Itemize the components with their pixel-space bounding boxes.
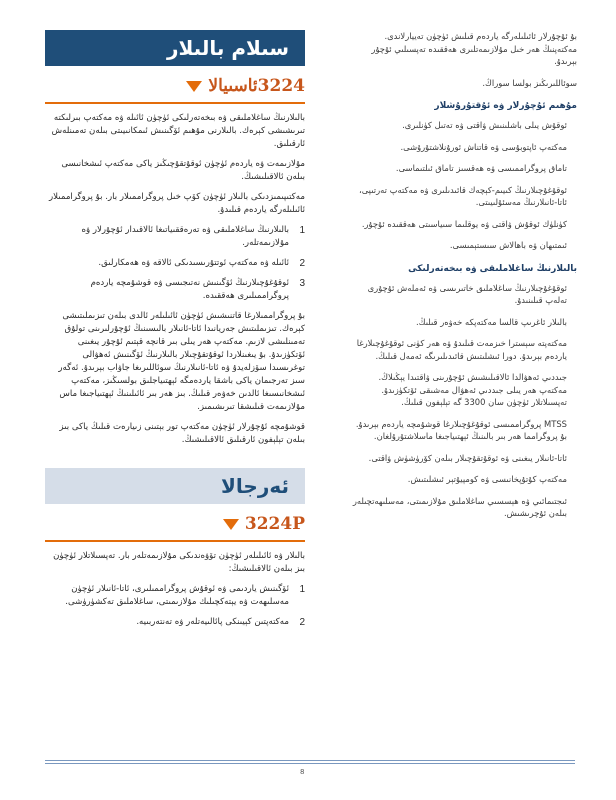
section-code: 3224P [244, 514, 305, 534]
section-heading: مۇھىم ئۇچۇرلار ۋە ئۇقتۇرۇشلار [434, 101, 577, 111]
list-paragraph: ئوقۇش يىلى باشلىنىش ۋاقتى ۋە تەتىل كۈنلىرى. [402, 120, 567, 130]
item-number: 2 [299, 617, 305, 628]
numbered-item [45, 583, 305, 609]
left-column [45, 30, 305, 636]
section-heading: بالىلارنىڭ ساغلاملىقى ۋە بىخەتەرلىكى [408, 263, 577, 274]
numbered-item [45, 616, 305, 629]
orange-divider [45, 540, 305, 542]
item-text: مەكتەپتىن كېيىنكى پائالىيەتلەر ۋە تەنتەربىيە. [136, 617, 289, 627]
orange-divider [45, 102, 305, 104]
item-number: 3 [299, 278, 305, 289]
list-paragraph: كۈنلۈك ئوقۇش ۋاقتى ۋە يوقلىما سىياسىتى ھەققىدە ئۇچۇر. [361, 218, 567, 229]
footer-divider [45, 760, 575, 761]
list-paragraph: مەكتەپ كۇتۇپخانىسى ۋە كومپيۇتېر ئىشلىتىش. [407, 474, 567, 484]
section-code-row [45, 74, 305, 98]
right-column [352, 30, 577, 529]
list-paragraph: ئاتا-ئانىلار يىغىنى ۋە ئوقۇتقۇچىلار بىلەن كۆرۈشۈش ۋاقتى. [368, 452, 567, 463]
footer-divider [45, 763, 575, 764]
paragraph: بۇ ئۇچۇرلار ئائىلىلەرگە ياردەم قىلىش ئۈچۈن تەييارلاندى. مەكتەپنىڭ ھەر خىل مۇلازىمەتلىرى ھەققىدە تەپسىلىي ئۇچۇر بېرىدۇ. [371, 31, 577, 66]
paragraph: بالىلارنىڭ ساغلاملىقى ۋە بىخەتەرلىكى ئۈچۈن ئائىلە ۋە مەكتەپ بىرلىكتە تىرىشىشى كېرەك. بالىلارنى مۇھىم ئۆگىنىش ئىمكانىيىتى بىلەن تەمىنلەش ئارقىلىق. [51, 113, 305, 149]
numbered-item [45, 257, 305, 270]
numbered-item [45, 277, 305, 303]
list-paragraph: مەكتەپ ئاپتوبۇسى ۋە قاتناش ئورۇنلاشتۇرۇشى. [400, 141, 567, 152]
item-number: 1 [299, 225, 305, 236]
paragraph: مەكتىپىمىزدىكى بالىلار ئۈچۈن كۆپ خىل پروگراممىلار بار. بۇ پروگراممىلار ئائىلىلەرگە ياردەم قىلىدۇ. [48, 192, 305, 215]
note: سوئاللىرىڭىز بولسا سوراڭ. [482, 77, 577, 88]
list-paragraph: MTSS پروگراممىسى ئوقۇغۇچىلارغا قوشۇمچە ياردەم بېرىدۇ. بۇ پروگرامما ھەر بىر بالىنىڭ ئېھتىياجىغا ماسلاشتۇرۇلغان. [355, 418, 567, 441]
list-paragraph: جىددىي ئەھۋالدا ئالاقىلىشىش ئۇچۇرىنى ۋاقتىدا يېڭىلاڭ. مەكتەپ ھەر يىلى جىددىي ئەھۋال مەشىقى ئۆتكۈزىدۇ. تەپسىلاتلار ئۈچۈن سان 3300 گە تېلېفون قىلىڭ. [378, 372, 567, 407]
closing-paragraph: قوشۇمچە ئۇچۇرلار ئۈچۈن مەكتەپ تور بېتىنى زىيارەت قىلىڭ ياكى بىز بىلەن تېلېفون ئارقىلىق ئالاقىلىشىڭ. [59, 422, 305, 445]
triangle-down-icon [186, 81, 202, 92]
section-header-band: ئەرجاﻻ [45, 468, 305, 504]
section-code: 3224ئاسىيالا [208, 76, 305, 96]
list-paragraph: ئىجتىمائىي ۋە ھېسسىي ساغلاملىق مۇلازىمىتى، مەسلىھەتچىلەر بىلەن ئۇچرىشىش. [352, 495, 567, 518]
triangle-down-icon [223, 519, 239, 530]
item-text: ئائىلە ۋە مەكتەپ ئوتتۇرىسىدىكى ئالاقە ۋە ھەمكارلىق. [98, 258, 289, 268]
item-text: بالىلارنىڭ ساغلاملىقى ۋە تەرەققىياتىغا ئالاقىدار ئۇچۇرلار ۋە مۇلازىمەتلەر. [81, 225, 289, 248]
list-paragraph: بالىلار ئاغرىپ قالسا مەكتەپكە خەۋەر قىلىڭ. [415, 316, 567, 327]
list-paragraph: تاماق پروگراممىسى ۋە ھەقسىز تاماق ئىلتىماسى. [395, 163, 567, 173]
paragraph: بالىلار ۋە ئائىلىلەر ئۈچۈن تۆۋەندىكى مۇلازىمەتلەر بار. تەپسىلاتلار ئۈچۈن بىز بىلەن ئالاقىلىشىڭ: [53, 551, 305, 574]
list-paragraph: ئوقۇغۇچىلارنىڭ كىيىم-كېچەك قائىدىلىرى ۋە مەكتەپ تەرتىپى، ئاتا-ئانىلارنىڭ مەسئۇلىيىتى. [359, 184, 567, 207]
list-paragraph: ئىمتىھان ۋە باھالاش سىستېمىسى. [449, 240, 567, 250]
item-text: ئۆگىنىش ياردىمى ۋە ئوقۇش پروگراممىلىرى، ئاتا-ئانىلار ئۈچۈن مەسلىھەت ۋە يېتەكچىلىك مۇلازىمىتى، ساغلاملىق تەكشۈرۈشى. [65, 584, 289, 607]
list-paragraph: مەكتەپتە سېسترا خىزمەت قىلىدۇ ۋە ھەر كۈنى ئوقۇغۇچىلارغا ياردەم بېرىدۇ. دورا ئىشلىتىش قائىدىلىرىگە ئەمەل قىلىڭ. [356, 338, 567, 361]
section-code-row [45, 512, 305, 536]
item-number: 2 [299, 258, 305, 269]
section-header-band: سىلام بالىلار [45, 30, 305, 66]
item-number: 1 [299, 584, 305, 595]
item-text: ئوقۇغۇچىلارنىڭ ئۆگىنىش نەتىجىسى ۋە قوشۇمچە ياردەم پروگراممىلىرى ھەققىدە. [90, 278, 289, 301]
numbered-item [45, 224, 305, 250]
paragraph: مۇلازىمەت ۋە ياردەم ئۈچۈن ئوقۇتقۇچىڭىز ياكى مەكتەپ ئىشخانىسى بىلەن ئالاقىلىشىڭ. [61, 159, 305, 182]
list-paragraph: ئوقۇغۇچىلارنىڭ ساغلاملىق خاتىرىسى ۋە ئەملەش ئۇچۇرى تەلەپ قىلىنىدۇ. [367, 282, 567, 305]
page-number: 8 [300, 768, 305, 776]
long-paragraph: بۇ پروگراممىلارغا قاتنىشىش ئۈچۈن ئائىلىلەر ئالدى بىلەن تىزىملىتىشى كېرەك. تىزىملىتىش جەريانىدا ئاتا-ئانىلار بالىسىنىڭ ئۇچۇرلىرىنى تولۇق تەمىنلىشى لازىم. مەكتەپ ھەر يىلى بىر قانچە قېتىم ئۇچۇر يىغىنى ئۆتكۈزىدۇ. بۇ يىغىنلاردا ئوقۇتقۇچىلار بالىلارنىڭ ئۆگىنىش ئەھۋالى توغرىسىدا سۆزلەيدۇ ۋە ئاتا-ئانىلارنىڭ سوئاللىرىغا جاۋاب بېرىدۇ. ئەگەر سىز تەرجىمان ياكى باشقا ياردەمگە ئېھتىياجلىق بولسىڭىز، مەكتەپ ئىشخانىسىغا ئالدىن خەۋەر قىلىڭ. بىز ھەر بىر ئائىلىنىڭ ئېھتىياجىغا ماس مۇلازىمەت قىلىشقا تىرىشىمىز. [58, 311, 305, 412]
